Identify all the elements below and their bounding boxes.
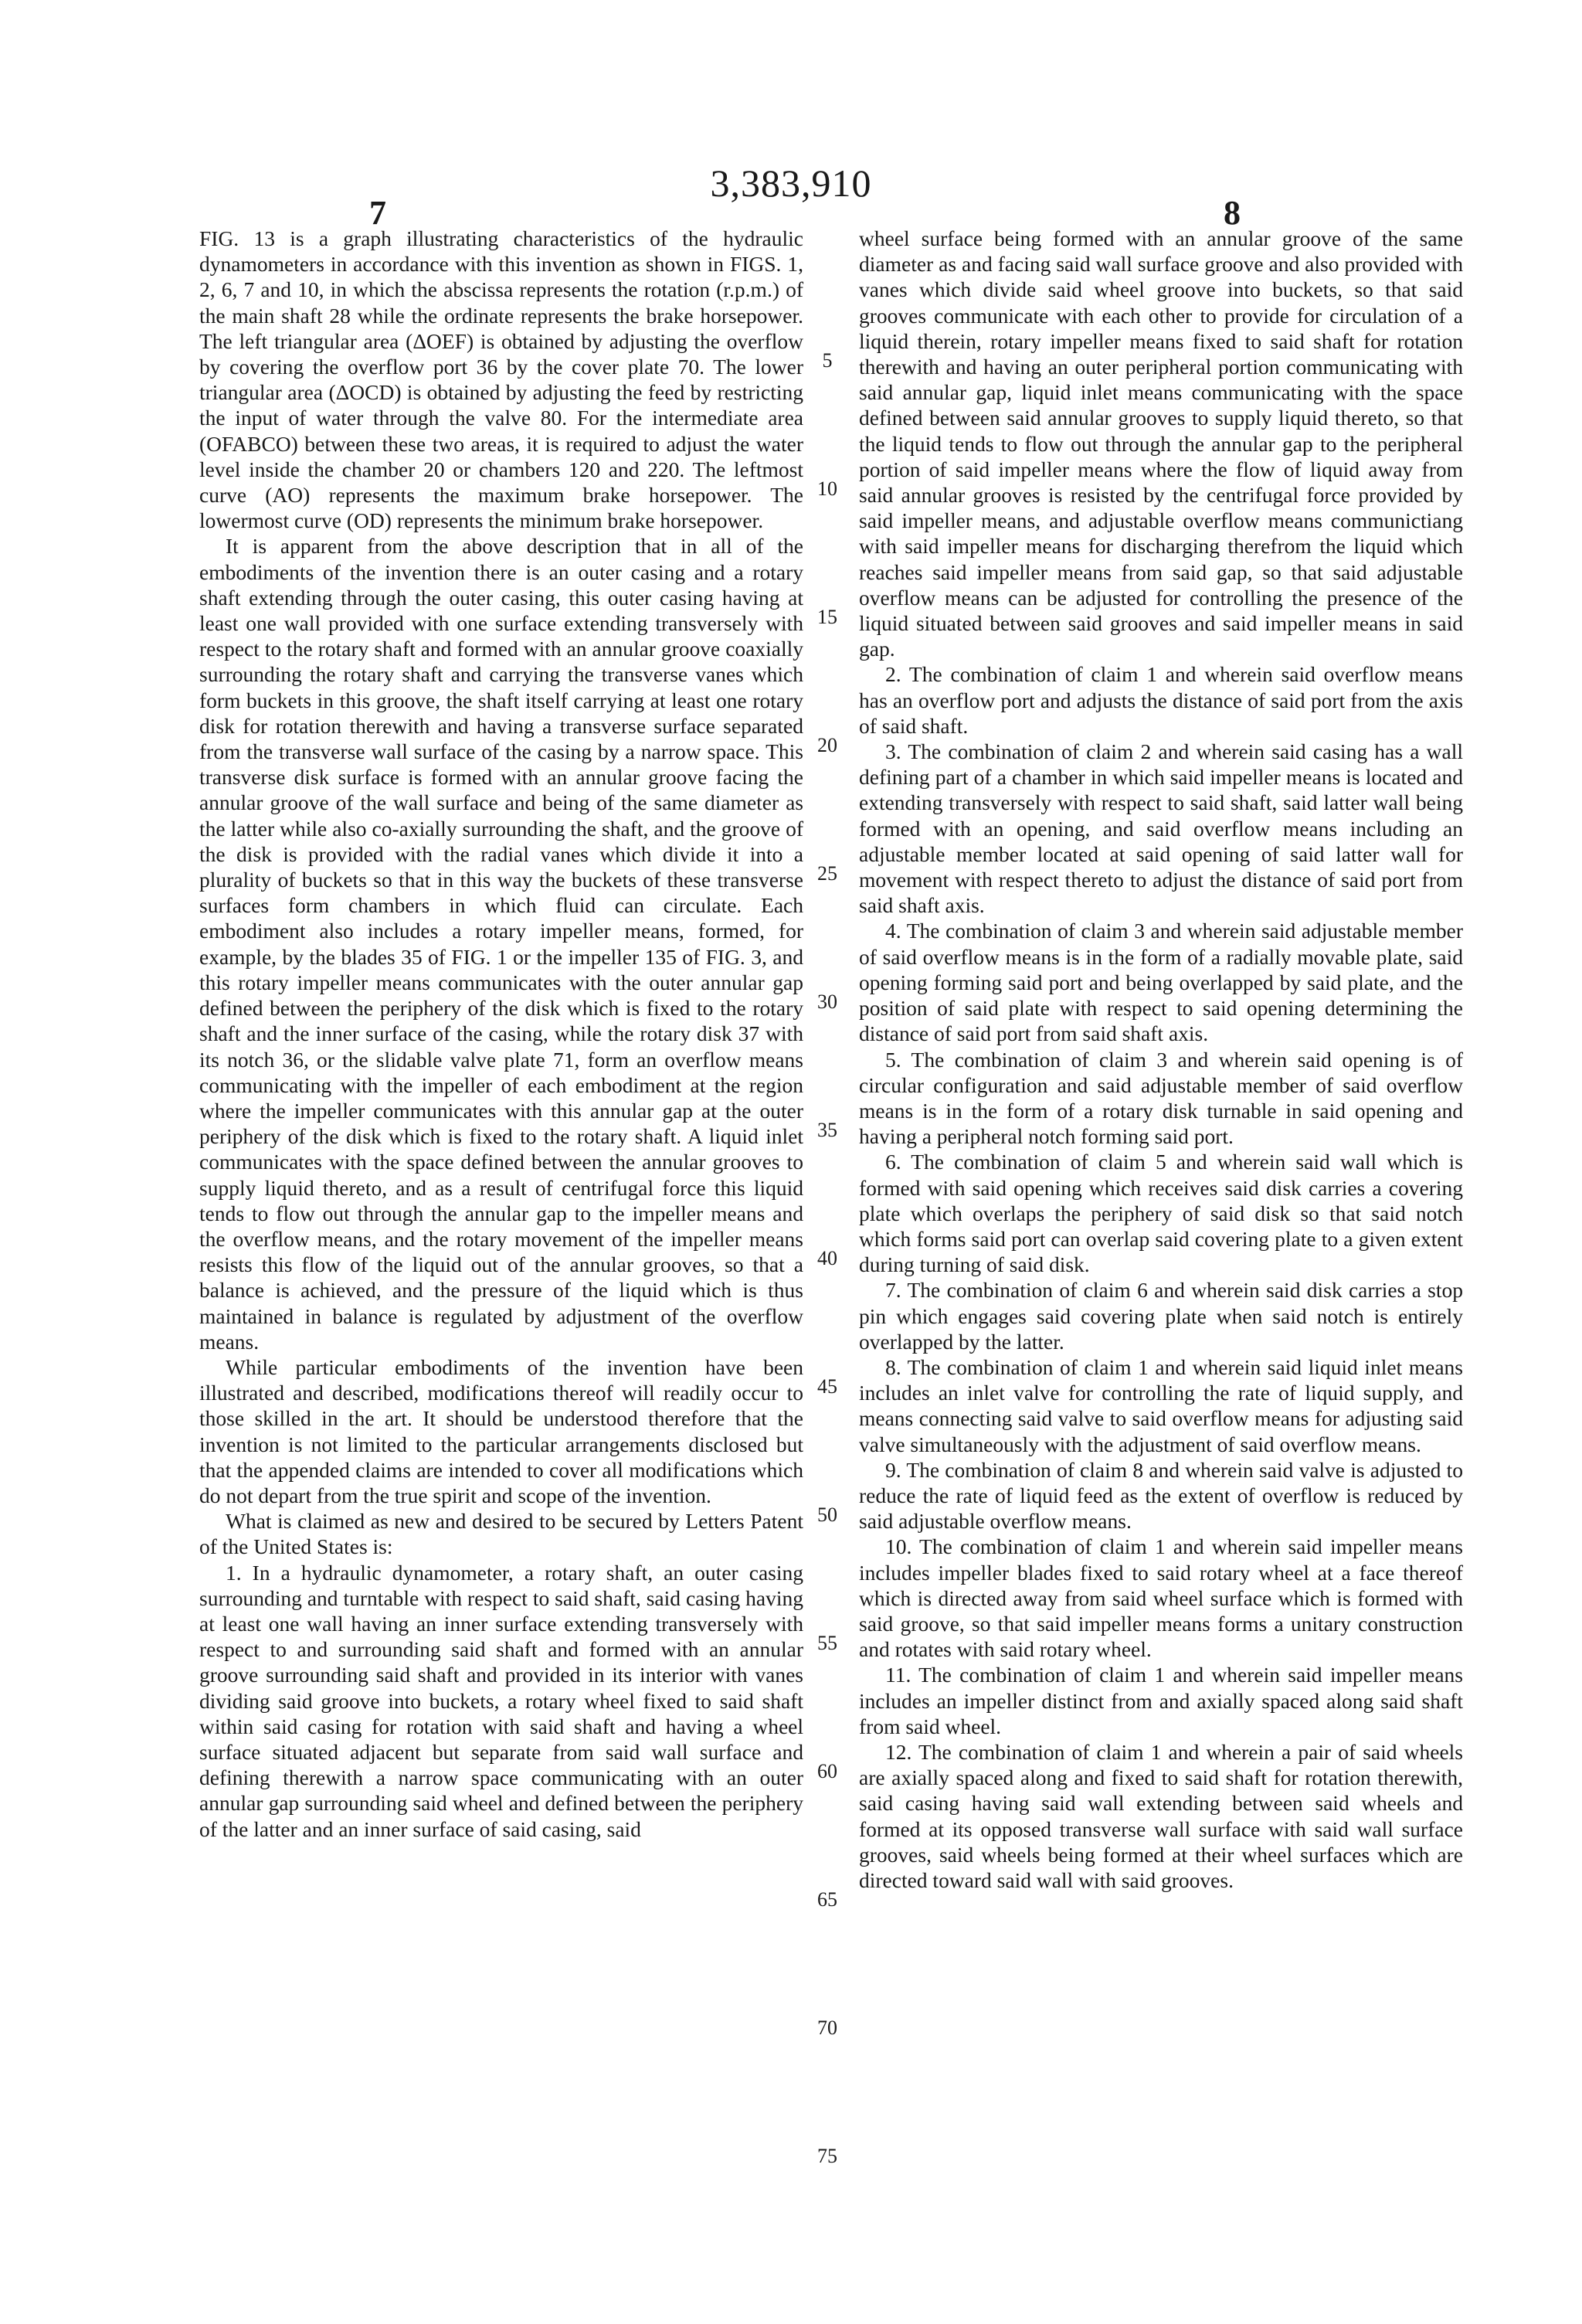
claim-3: 3. The combination of claim 2 and wherein said casing has a wall defining part of a chamber in which said impeller means is located and extending transversely with respect to said shaft, said latter wall being formed with an opening, and said overflow means including an adjustable member located at said opening of said latter wall for movement with respect thereto to adjust the distance of said port from said shaft axis.	[859, 739, 1463, 918]
line-number: 45	[817, 1375, 837, 1398]
line-number: 70	[817, 2017, 837, 2039]
claim-9: 9. The combination of claim 8 and wherein said valve is adjusted to reduce the rate of liquid feed as the extent of overflow is reduced by said adjustable overflow means.	[859, 1457, 1463, 1534]
line-number: 5	[822, 349, 833, 372]
claim-10: 10. The combination of claim 1 and wherein said impeller means includes impeller blades fixed to said rotary wheel at a face thereof which is directed away from said wheel surface which is formed with said groove, so that said impeller means forms a unitary construction and rotates with said rotary wheel.	[859, 1534, 1463, 1662]
line-number: 75	[817, 2145, 837, 2167]
claim-7: 7. The combination of claim 6 and wherein said disk carries a stop pin which engages said covering plate when said notch is entirely overlapped by the latter.	[859, 1278, 1463, 1354]
left-column	[199, 226, 803, 1842]
paragraph-fig13-description: FIG. 13 is a graph illustrating characteristics of the hydraulic dynamometers in accordance with this invention as shown in FIGS. 1, 2, 6, 7 and 10, in which the abscissa represents the rotation (r.p.m.) of the main shaft 28 while the ordinate represents the brake horsepower. The left triangular area (ΔOEF) is obtained by adjusting the overflow by covering the overflow port 36 by the cover plate 70. The lower triangular area (ΔOCD) is obtained by adjusting the feed by restricting the input of water through the valve 80. For the intermediate area (OFABCO) between these two areas, it is required to adjust the water level inside the chamber 20 or chambers 120 and 220. The leftmost curve (AO) represents the maximum brake horsepower. The lowermost curve (OD) represents the minimum brake horsepower.	[199, 226, 803, 533]
claim-8: 8. The combination of claim 1 and wherein said liquid inlet means includes an inlet valve for controlling the rate of liquid supply, and means connecting said valve to said overflow means for adjusting said valve simultaneously with the adjustment of said overflow means.	[859, 1354, 1463, 1456]
claim-5: 5. The combination of claim 3 and wherein said opening is of circular configuration and said adjustable member of said overflow means is in the form of a rotary disk turnable in said opening and having a peripheral notch forming said port.	[859, 1047, 1463, 1149]
claim-12: 12. The combination of claim 1 and wherein a pair of said wheels are axially spaced along and fixed to said shaft for rotation therewith, said casing having said wall extending between said wheels and formed at its opposed transverse wall surface with said wall surface grooves, said wheels being formed at their wheel surfaces which are directed toward said wall with said grooves.	[859, 1739, 1463, 1892]
paragraph-modifications: While particular embodiments of the invention have been illustrated and described, modifications thereof will readily occur to those skilled in the art. It should be understood therefore that the invention is not limited to the particular arrangements disclosed but that the appended claims are intended to cover all modifications which do not depart from the true spirit and scope of the invention.	[199, 1354, 803, 1507]
claim-2: 2. The combination of claim 1 and wherein said overflow means has an overflow port and adjusts the distance of said port from the axis of said shaft.	[859, 662, 1463, 738]
line-number: 35	[817, 1119, 837, 1141]
line-number: 25	[817, 862, 837, 885]
right-column	[859, 226, 1463, 1893]
claim-4: 4. The combination of claim 3 and wherein said adjustable member of said overflow means is in the form of a radially movable plate, said opening forming said port and being overlapped by said plate, and the position of said plate with respect to said opening determining the distance of said port from said shaft axis.	[859, 919, 1463, 1046]
line-number: 60	[817, 1760, 837, 1782]
claim-1-start: 1. In a hydraulic dynamometer, a rotary shaft, an outer casing surrounding and turntable with respect to said shaft, said casing having at least one wall having an inner surface extending transversely with respect to and surrounding said shaft and formed with an annular groove surrounding said shaft and provided in its interior with vanes dividing said groove into buckets, a rotary wheel fixed to said shaft within said casing for rotation with said shaft and having a wheel surface situated adjacent but separate from said wall surface and defining therewith a narrow space communicating with an outer annular gap surrounding said wheel and defined between the periphery of the latter and an inner surface of said casing, said	[199, 1560, 803, 1841]
claim-11: 11. The combination of claim 1 and wherein said impeller means includes an impeller distinct from and axially spaced along said shaft from said wheel.	[859, 1663, 1463, 1738]
line-number: 30	[817, 990, 837, 1013]
line-number: 10	[817, 477, 837, 500]
line-number: 20	[817, 734, 837, 756]
patent-number: 3,383,910	[710, 161, 872, 205]
left-column-number: 7	[369, 194, 386, 232]
right-column-number: 8	[1224, 194, 1241, 232]
claim-6: 6. The combination of claim 5 and wherein said wall which is formed with said opening which receives said disk carries a covering plate which overlaps the periphery of said disk so that said notch which forms said port can overlap said covering plate to a given extent during turning of said disk.	[859, 1150, 1463, 1277]
paragraph-embodiments-summary: It is apparent from the above description that in all of the embodiments of the invention there is an outer casing and a rotary shaft extending through the outer casing, this outer casing having at least one wall provided with one surface extending transversely with respect to the rotary shaft and formed with an annular groove coaxially surrounding the rotary shaft and carrying the transverse vanes which form buckets in this groove, the shaft itself carrying at least one rotary disk for rotation therewith and having a transverse surface separated from the transverse wall surface of the casing by a narrow space. This transverse disk surface is formed with an annular groove facing the annular groove of the wall surface and being of the same diameter as the latter while also co-axially surrounding the shaft, and the groove of the disk is provided with the radial vanes which divide it into a plurality of buckets so that in this way the buckets of these transverse surfaces form chambers in which fluid can circulate. Each embodiment also includes a rotary impeller means, formed, for example, by the blades 35 of FIG. 1 or the impeller 135 of FIG. 3, and this rotary impeller means communicates with the outer annular gap defined between the periphery of the disk which is fixed to the rotary shaft and the inner surface of the casing, while the rotary disk 37 with its notch 36, or the slidable valve plate 71, form an overflow means communicating with the impeller of each embodiment at the region where the impeller communicates with this annular gap at the outer periphery of the disk which is fixed to the rotary shaft. A liquid inlet communicates with the space defined between the annular grooves to supply liquid thereto, and as a result of centrifugal force this liquid tends to flow out through the annular gap to the impeller means and the overflow means, and the rotary movement of the impeller means resists this flow of the liquid out of the annular grooves, so that a balance is achieved, and the pressure of the liquid which is thus maintained in balance is regulated by adjustment of the overflow means.	[199, 534, 803, 1354]
paragraph-claims-preamble: What is claimed as new and desired to be secured by Letters Patent of the United States is:	[199, 1509, 803, 1559]
line-number: 15	[817, 606, 837, 628]
claim-1-continued: wheel surface being formed with an annular groove of the same diameter as and facing said wall surface groove and also provided with vanes which divide said wheel groove into buckets, so that said grooves communicate with each other to provide for circulation of a liquid therein, rotary impeller means fixed to said shaft for rotation therewith and having an outer peripheral portion communicating with said annular gap, liquid inlet means communicating with the space defined between said annular grooves to supply liquid thereto, so that the liquid tends to flow out through the annular gap to the peripheral portion of said impeller means where the flow of liquid away from said annular grooves is resisted by the centrifugal force provided by said impeller means, and adjustable overflow means communictiang with said impeller means for discharging therefrom the liquid which reaches said impeller means from said gap, so that said adjustable overflow means can be adjusted for controlling the presence of the liquid situated between said grooves and said impeller means in said gap.	[859, 226, 1463, 661]
line-number-gutter	[808, 0, 847, 2324]
line-number: 55	[817, 1632, 837, 1654]
line-number: 50	[817, 1503, 837, 1526]
line-number: 65	[817, 1888, 837, 1911]
line-number: 40	[817, 1247, 837, 1269]
